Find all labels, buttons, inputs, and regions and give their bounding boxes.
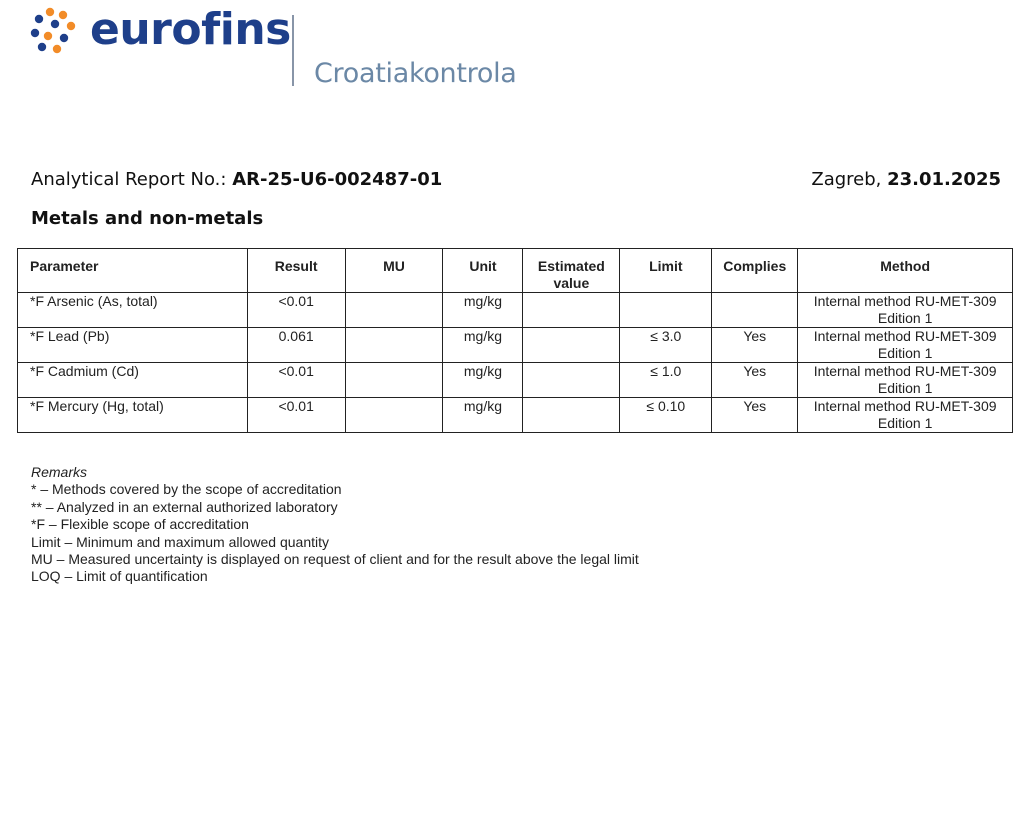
logo-divider (292, 15, 294, 86)
results-table (17, 248, 1013, 433)
eurofins-logo-icon (30, 6, 80, 54)
cell-limit (620, 293, 712, 328)
cell-complies: Yes (712, 398, 798, 433)
cell-complies (712, 293, 798, 328)
remarks-title: Remarks (31, 464, 88, 480)
header-unit: Unit (443, 249, 523, 293)
report-place: Zagreb, (811, 169, 882, 190)
method-line1: Internal method RU-MET-309 (813, 293, 997, 309)
header-estimated-line2: value (553, 275, 590, 291)
header-estimated-value (523, 249, 620, 293)
cell-parameter: *F Arsenic (As, total) (18, 293, 248, 328)
header-limit: Limit (620, 249, 712, 293)
report-date-line (811, 168, 1001, 192)
cell-limit: ≤ 0.10 (620, 398, 712, 433)
table-header-row (18, 249, 1013, 293)
cell-unit: mg/kg (443, 398, 523, 433)
cell-method (798, 293, 1013, 328)
cell-unit: mg/kg (443, 328, 523, 363)
table-row (18, 363, 1013, 398)
cell-estimated (523, 363, 620, 398)
method-line2: Edition 1 (877, 310, 933, 326)
cell-mu (345, 363, 443, 398)
remark-line: LOQ – Limit of quantification (31, 568, 208, 585)
table-row (18, 293, 1013, 328)
cell-parameter: *F Cadmium (Cd) (18, 363, 248, 398)
method-line2: Edition 1 (877, 345, 933, 361)
remark-line: * – Methods covered by the scope of accreditation (31, 481, 342, 498)
header-estimated-line1: Estimated (537, 258, 605, 274)
cell-complies: Yes (712, 328, 798, 363)
header-parameter: Parameter (18, 249, 248, 293)
header-mu: MU (345, 249, 443, 293)
cell-mu (345, 293, 443, 328)
report-date: 23.01.2025 (887, 169, 1001, 190)
cell-result: <0.01 (247, 398, 345, 433)
method-line2: Edition 1 (877, 380, 933, 396)
table-row (18, 398, 1013, 433)
cell-result: 0.061 (247, 328, 345, 363)
subsidiary-name: Croatiakontrola (314, 58, 517, 89)
remark-line: Limit – Minimum and maximum allowed quantity (31, 533, 329, 550)
method-line1: Internal method RU-MET-309 (813, 328, 997, 344)
cell-limit: ≤ 1.0 (620, 363, 712, 398)
table-row (18, 328, 1013, 363)
cell-unit: mg/kg (443, 363, 523, 398)
report-number-label: Analytical Report No.: (31, 169, 227, 190)
brand-name: eurofins (90, 4, 291, 55)
section-title: Metals and non-metals (31, 208, 264, 229)
cell-result: <0.01 (247, 363, 345, 398)
cell-estimated (523, 398, 620, 433)
method-line1: Internal method RU-MET-309 (813, 398, 997, 414)
remark-line: ** – Analyzed in an external authorized laboratory (31, 498, 338, 515)
cell-estimated (523, 293, 620, 328)
cell-method (798, 398, 1013, 433)
remark-line: MU – Measured uncertainty is displayed on request of client and for the result above the legal limit (31, 551, 639, 568)
header-complies: Complies (712, 249, 798, 293)
cell-result: <0.01 (247, 293, 345, 328)
header-result: Result (247, 249, 345, 293)
header-method: Method (798, 249, 1013, 293)
cell-parameter: *F Lead (Pb) (18, 328, 248, 363)
method-line1: Internal method RU-MET-309 (813, 363, 997, 379)
cell-method (798, 363, 1013, 398)
report-number-line (31, 168, 442, 192)
cell-complies: Yes (712, 363, 798, 398)
cell-mu (345, 328, 443, 363)
cell-unit: mg/kg (443, 293, 523, 328)
cell-method (798, 328, 1013, 363)
report-number: AR-25-U6-002487-01 (232, 169, 443, 190)
remark-line: *F – Flexible scope of accreditation (31, 516, 249, 533)
remarks-section (31, 464, 639, 586)
cell-parameter: *F Mercury (Hg, total) (18, 398, 248, 433)
method-line2: Edition 1 (877, 415, 933, 431)
cell-estimated (523, 328, 620, 363)
cell-mu (345, 398, 443, 433)
cell-limit: ≤ 3.0 (620, 328, 712, 363)
